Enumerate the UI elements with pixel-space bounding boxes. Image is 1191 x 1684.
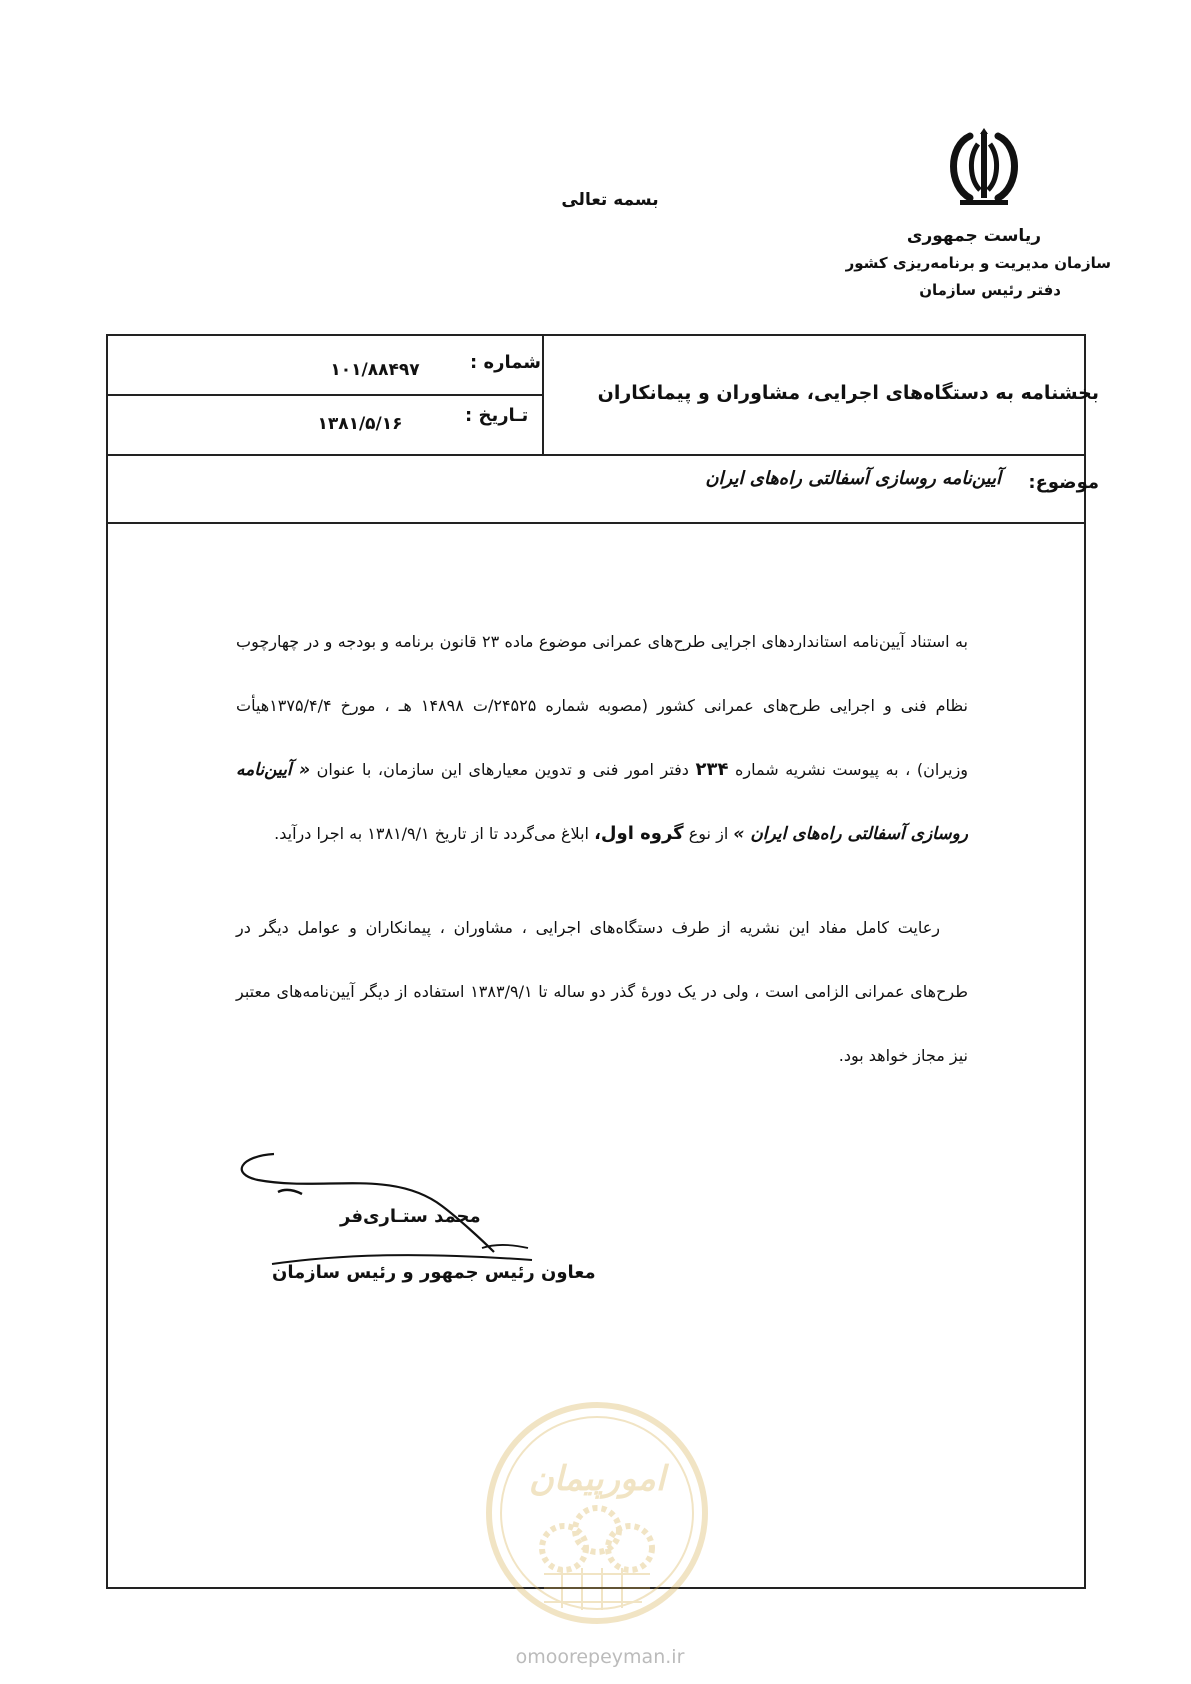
p1-group: گروه اول، <box>594 823 684 844</box>
subject-text: آیین‌نامه روسازی آسفالتی راه‌های ایران <box>705 468 1001 489</box>
number-date-divider <box>106 394 544 396</box>
recipients-heading: بخشنامه به دستگاه‌های اجرایی، مشاوران و پیمانکاران <box>597 382 1099 404</box>
p1-text-a: به استناد آیین‌نامه استانداردهای اجرایی طرح‌های عمرانی موضوع ماده ۲۳ قانون برنامه و بودجه و در چهارچوب نظام فنی و اجرایی طرح‌های عمرانی کشور (مصوبه شماره ۲۴۵۲۵/ت ۱۴۸۹۸ هـ ، مورخ ۱۳۷۵/۴/۴هیأت وزیران) ، به پیوست نشریه شماره <box>236 632 969 779</box>
number-value: ۱۰۱/۸۸۴۹۷ <box>330 360 420 380</box>
iran-emblem-icon <box>940 128 1028 210</box>
signer-title: معاون رئیس جمهور و رئیس سازمان <box>272 1262 596 1283</box>
signer-name: محمد ستـاری‌فر <box>340 1206 481 1227</box>
p1-text-d: ابلاغ می‌گردد تا از تاریخ ۱۳۸۱/۹/۱ به اجرا درآید. <box>274 824 589 843</box>
invocation: بسمه تعالی <box>561 190 659 210</box>
site-url: omoorepeyman.ir <box>515 1646 685 1668</box>
letter-body <box>236 610 968 1088</box>
p1-text-c: از نوع <box>688 824 729 843</box>
paragraph-1 <box>236 610 968 866</box>
header-bottom-line <box>106 454 1086 456</box>
number-label: شماره : <box>470 352 541 373</box>
date-value: ۱۳۸۱/۵/۱۶ <box>317 414 403 434</box>
seal-text: امورپیمان <box>528 1459 666 1499</box>
p1-publication-number: ۲۳۴ <box>695 759 729 780</box>
org-office: دفتر رئیس سازمان <box>919 281 1061 299</box>
date-label: تـاریخ : <box>465 405 529 426</box>
p1-text-b: دفتر امور فنی و تدوین معیارهای این سازمان، با عنوان <box>316 760 689 779</box>
org-presidency: ریاست جمهوری <box>906 226 1041 246</box>
paragraph-2: رعایت کامل مفاد این نشریه از طرف دستگاه‌های اجرایی ، مشاوران ، پیمانکاران و عوامل دیگر در طرح‌های عمرانی الزامی است ، ولی در یک دورهٔ گذر دو ساله تا ۱۳۸۳/۹/۱ استفاده از دیگر آیین‌نامه‌های معتبر نیز مجاز خواهد بود. <box>236 918 968 1065</box>
subject-label: موضوع: <box>1028 472 1099 493</box>
org-management: سازمان مدیریت و برنامه‌ریزی کشور <box>845 254 1111 272</box>
watermark-seal <box>482 1398 712 1628</box>
subject-bottom-line <box>106 522 1086 524</box>
p1-publication-title: « آیین‌نامه روسازی آسفالتی راه‌های ایران » <box>236 760 968 844</box>
